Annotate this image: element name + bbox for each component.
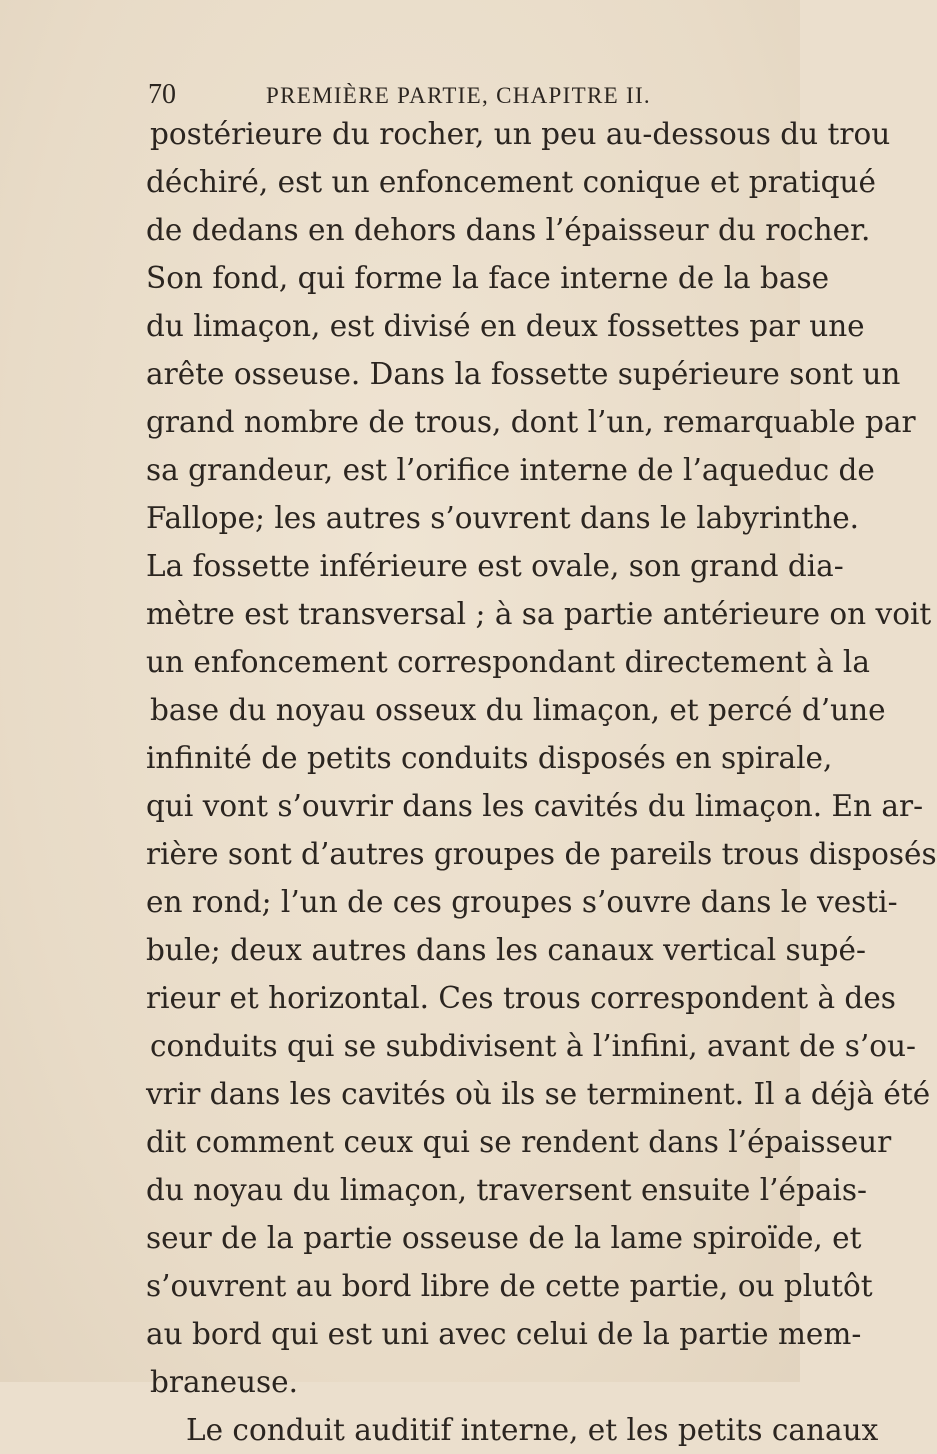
- page-number: 70: [148, 79, 176, 110]
- text-line: La fossette inférieure est ovale, son grand dia-: [146, 549, 844, 583]
- text-line: rière sont d’autres groupes de pareils trous disposés: [146, 837, 937, 871]
- text-line: dit comment ceux qui se rendent dans l’épaisseur: [146, 1125, 892, 1159]
- text-line: qui vont s’ouvrir dans les cavités du limaçon. En ar-: [146, 789, 924, 823]
- text-line: mètre est transversal ; à sa partie antérieure on voit: [146, 597, 932, 631]
- text-line: Fallope; les autres s’ouvrent dans le labyrinthe.: [146, 501, 860, 535]
- text-line: au bord qui est uni avec celui de la partie mem-: [146, 1317, 862, 1351]
- running-head: PREMIÈRE PARTIE, CHAPITRE II.: [266, 83, 651, 108]
- text-line: postérieure du rocher, un peu au-dessous du trou: [150, 117, 891, 151]
- text-line: infinité de petits conduits disposés en spirale,: [146, 741, 833, 775]
- text-line: Le conduit auditif interne, et les petits canaux: [186, 1413, 879, 1447]
- text-line: seur de la partie osseuse de la lame spiroïde, et: [146, 1221, 862, 1255]
- page-header: [148, 78, 708, 112]
- text-line: bule; deux autres dans les canaux vertical supé-: [146, 933, 866, 967]
- text-line: vrir dans les cavités où ils se terminent. Il a déjà été: [146, 1077, 931, 1111]
- text-line: déchiré, est un enfoncement conique et pratiqué: [146, 165, 876, 199]
- text-line: du limaçon, est divisé en deux fossettes par une: [146, 309, 865, 343]
- text-line: du noyau du limaçon, traversent ensuite l’épais-: [146, 1173, 867, 1207]
- text-line: braneuse.: [150, 1365, 299, 1399]
- text-line: de dedans en dehors dans l’épaisseur du rocher.: [146, 213, 871, 247]
- text-line: conduits qui se subdivisent à l’infini, avant de s’ou-: [150, 1029, 917, 1063]
- text-line: en rond; l’un de ces groupes s’ouvre dans le vesti-: [146, 885, 898, 919]
- text-line: un enfoncement correspondant directement à la: [146, 645, 870, 679]
- text-line: rieur et horizontal. Ces trous correspondent à des: [146, 981, 896, 1015]
- text-line: s’ouvrent au bord libre de cette partie, ou plutôt: [146, 1269, 873, 1303]
- text-line: base du noyau osseux du limaçon, et percé d’une: [150, 693, 886, 727]
- text-line: Son fond, qui forme la face interne de la base: [146, 261, 830, 295]
- text-line: grand nombre de trous, dont l’un, remarquable par: [146, 405, 916, 439]
- text-line: sa grandeur, est l’orifice interne de l’aqueduc de: [146, 453, 875, 487]
- text-line: arête osseuse. Dans la fossette supérieure sont un: [146, 357, 901, 391]
